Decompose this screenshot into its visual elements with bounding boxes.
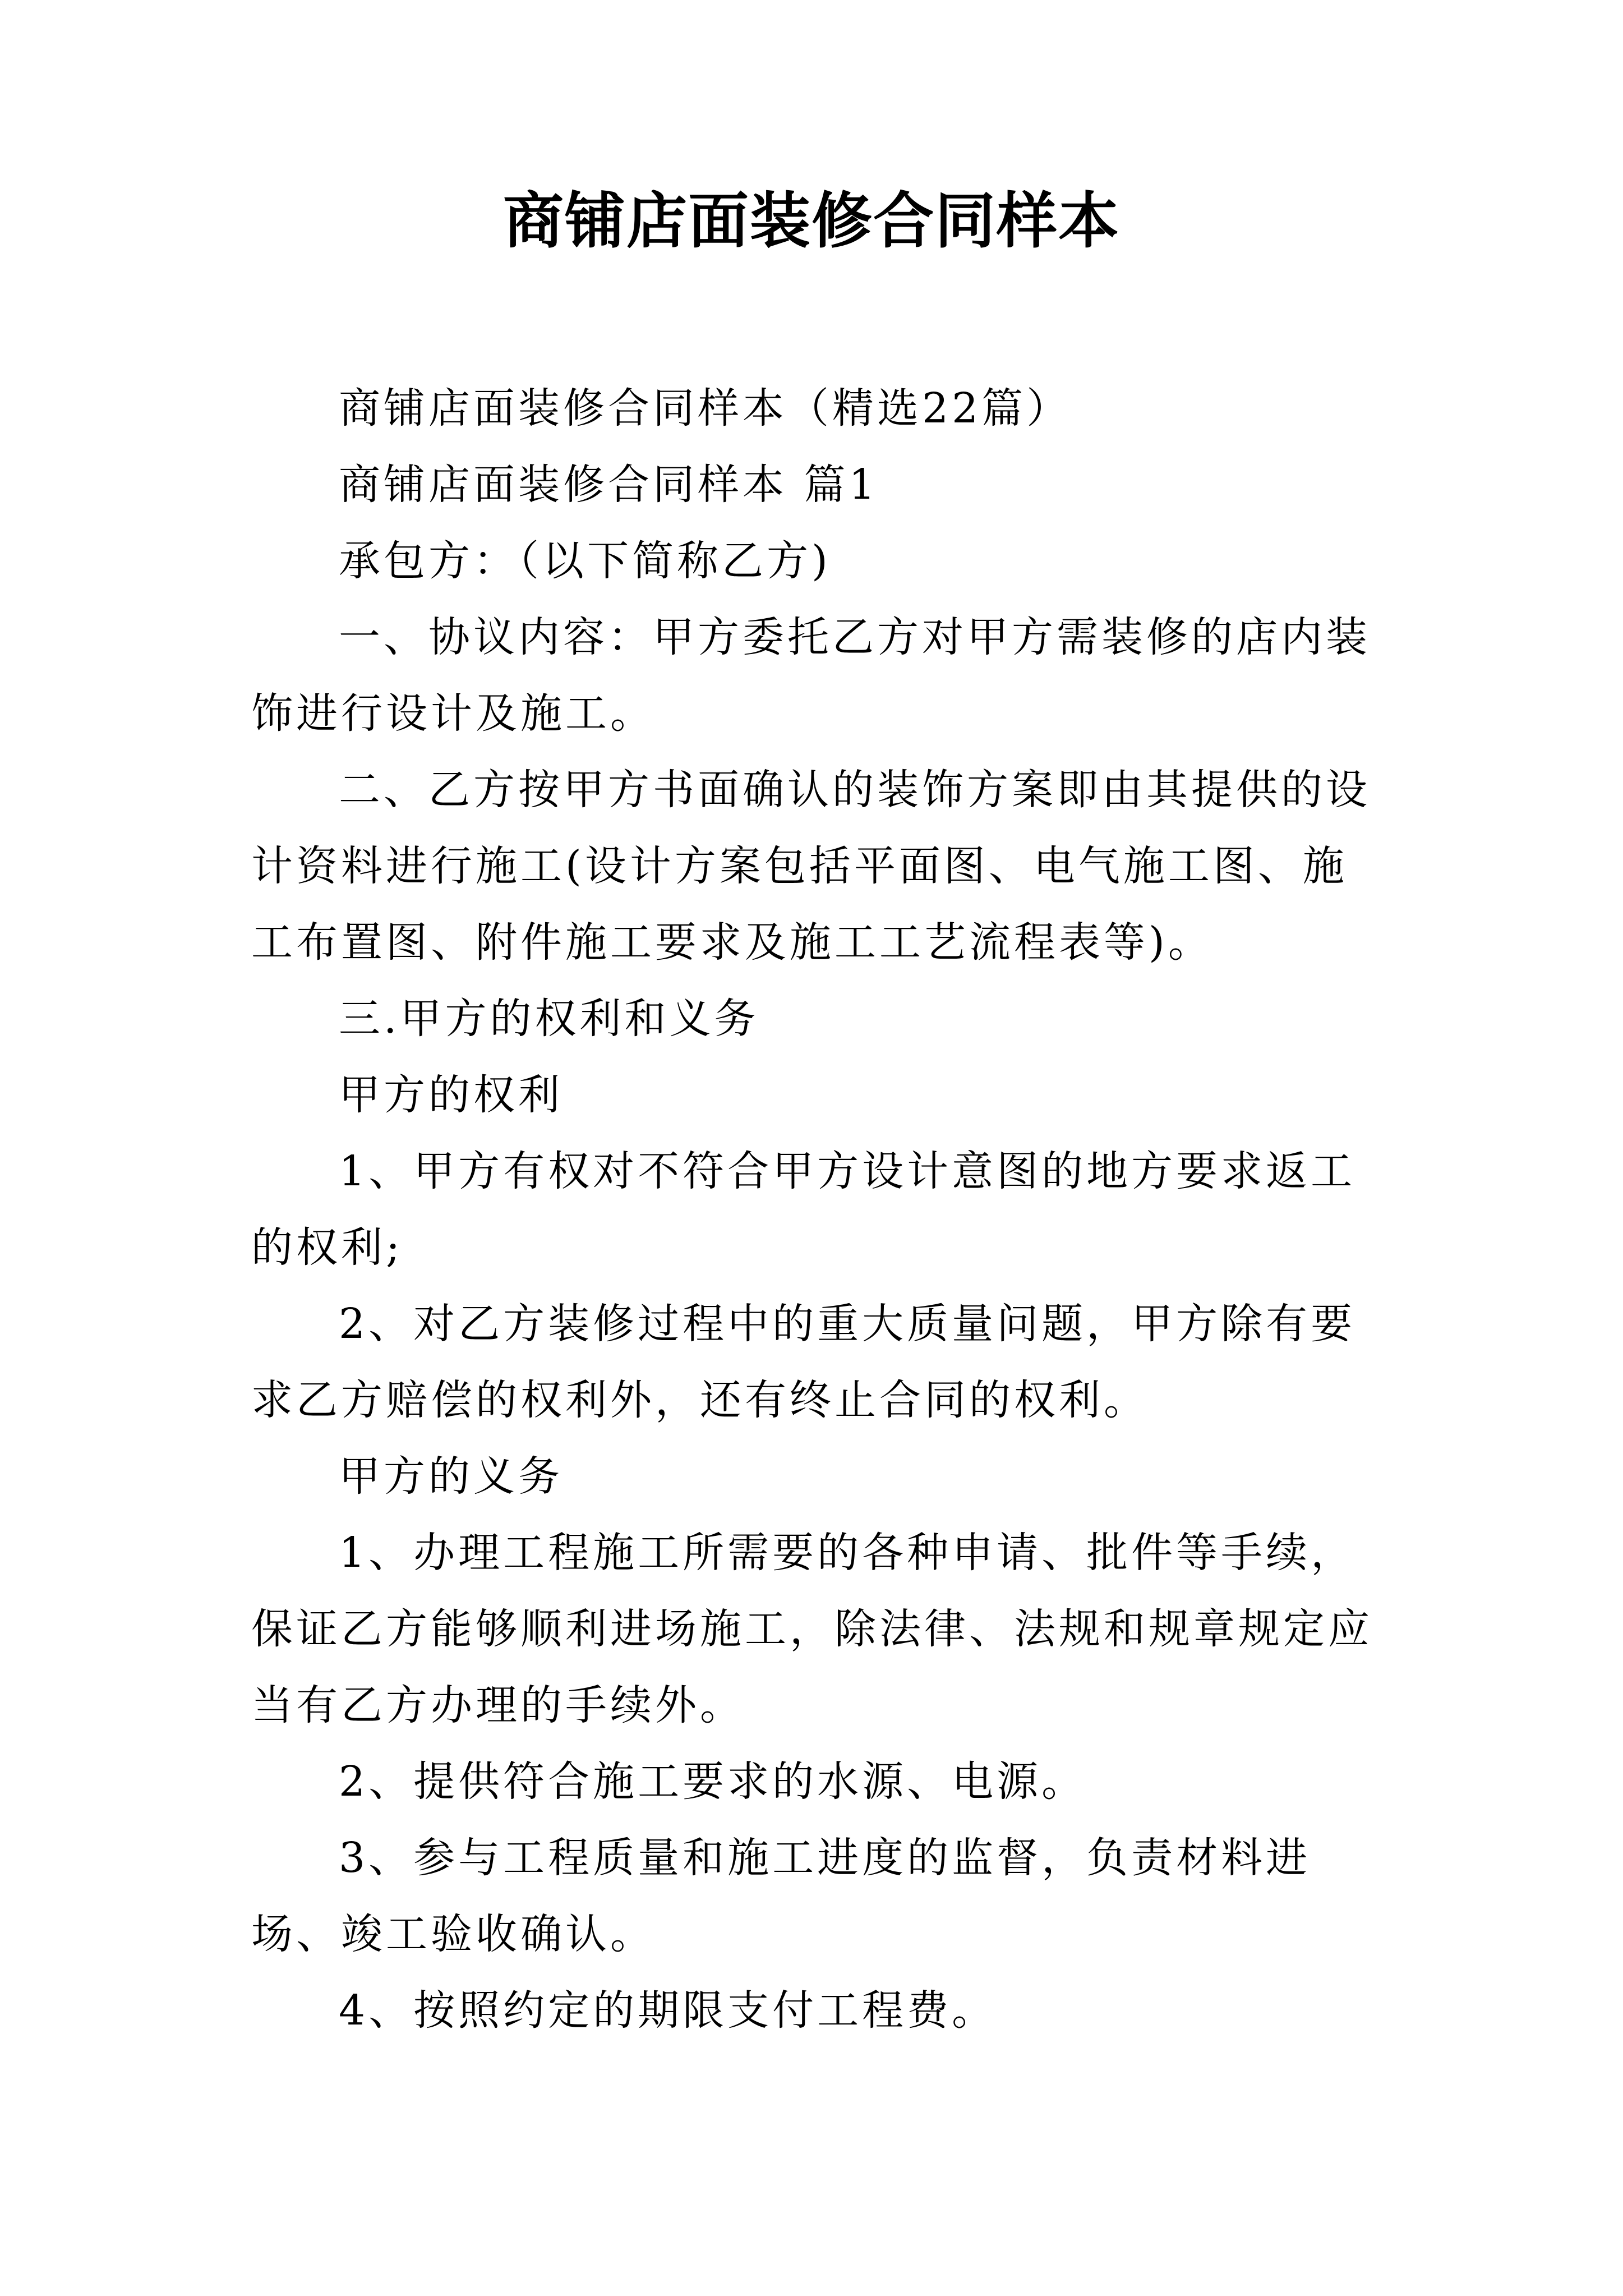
- paragraph-subtitle: 商铺店面装修合同样本（精选22篇）: [339, 384, 1072, 432]
- paragraph-section-heading: 商铺店面装修合同样本 篇1: [339, 461, 879, 509]
- paragraph-party-a-right-1: 1、甲方有权对不符合甲方设计意图的地方要求返工的权利;: [251, 1147, 1356, 1272]
- paragraph-party-a-rights-heading: 甲方的权利: [339, 1071, 563, 1119]
- paragraph-clause-1: 一、协议内容：甲方委托乙方对甲方需装修的店内装饰进行设计及施工。: [251, 613, 1371, 738]
- paragraph-party-a-duties-heading: 甲方的义务: [339, 1452, 563, 1501]
- paragraph-party-a-duty-3: 3、参与工程质量和施工进度的监督，负责材料进场、竣工验收确认。: [251, 1834, 1311, 1958]
- paragraph-contractor: 承包方：（以下简称乙方): [339, 537, 831, 585]
- paragraph-party-a-duty-2: 2、提供符合施工要求的水源、电源。: [339, 1757, 1087, 1806]
- paragraph-party-a-duty-1: 1、办理工程施工所需要的各种申请、批件等手续，保证乙方能够顺利进场施工，除法律、法规和规章规定应当有乙方办理的手续外。: [251, 1529, 1373, 1729]
- paragraph-party-a-duty-4: 4、按照约定的期限支付工程费。: [339, 1986, 997, 2035]
- paragraph-clause-3-heading: 三.甲方的权利和义务: [339, 995, 759, 1043]
- document-title: 商铺店面装修合同样本: [502, 186, 1120, 256]
- document-body: [251, 370, 1390, 2049]
- paragraph-clause-2: 二、乙方按甲方书面确认的装饰方案即由其提供的设计资料进行施工(设计方案包括平面图、电气施工图、施工布置图、附件施工要求及施工工艺流程表等)。: [251, 766, 1371, 967]
- paragraph-party-a-right-2: 2、对乙方装修过程中的重大质量问题，甲方除有要求乙方赔偿的权利外，还有终止合同的权利。: [251, 1300, 1356, 1424]
